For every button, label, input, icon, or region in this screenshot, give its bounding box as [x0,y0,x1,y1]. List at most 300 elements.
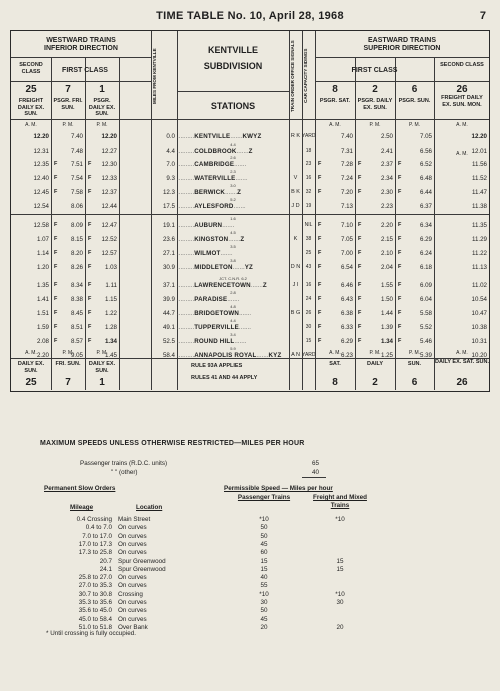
time-e2: 2.50 [380,133,393,140]
time-e8: 7.00 [340,250,353,257]
station-label: LAWRENCETOWN [194,282,251,289]
station-distance: 4.4 [230,142,236,147]
miles-value: 19.1 [162,222,175,229]
timetable-table [10,30,490,392]
flag-stop-marker: F [318,324,322,330]
flag-stop-marker: F [318,264,322,270]
flag-stop-marker: F [54,236,58,242]
car-capacity: 18 [305,148,312,154]
station-name [177,338,287,345]
time-e8: 7.24 [340,175,353,182]
leader-dots: .......... [177,175,195,182]
station-distance: 2.6 [230,155,236,160]
flag-stop-marker: F [318,296,322,302]
flag-stop-marker: F [54,264,58,270]
passenger-speed: *10 [259,516,269,523]
time-e6: 6.04 [419,296,432,303]
flag-stop-marker: F [398,338,402,344]
flag-stop-marker: F [54,175,58,181]
slow-order-mileage: 17.0 to 17.3 [78,540,112,548]
flag-stop-marker: F [358,264,362,270]
flag-stop-marker: F [318,236,322,242]
ampm-w25-bottom: A. M. [25,350,37,356]
foot-label-6: SUN. [407,361,422,367]
leader-dots: .......... [177,324,195,331]
time-e6: 6.09 [419,282,432,289]
time-w7: 8.38 [70,296,83,303]
station-label: WILMOT [194,250,221,257]
flag-stop-marker: F [398,222,402,228]
time-e6: 6.18 [419,264,432,271]
leader-dots: ....... [230,133,243,140]
time-w1: 1.34 [104,338,117,345]
leader-dots: .......... [177,161,195,168]
flag-stop-marker: F [358,236,362,242]
leader-dots: ....... [236,148,249,155]
flag-stop-marker: F [88,189,92,195]
time-w25: 12.31 [33,148,49,155]
time-e6: 5.58 [419,310,432,317]
foot-number-1: 1 [99,377,105,388]
time-e26: 10.47 [471,310,487,317]
time-w25: 1.20 [36,264,49,271]
leader-dots: ....... [238,324,251,331]
station-label: ROUND HILL [194,338,235,345]
car-capacity: 38 [305,236,312,242]
flag-stop-marker: F [358,338,362,344]
flag-stop-marker: F [88,222,92,228]
time-e8: 6.29 [340,338,353,345]
train-number-8: 8 [332,84,338,95]
flag-stop-marker: F [398,250,402,256]
train-type-6: PSGR. SUN. [398,98,431,104]
passenger-speed: 45 [260,615,268,623]
flag-stop-marker: F [398,296,402,302]
ampm-w7-bottom: P. M. [62,350,74,356]
speed-underline [302,477,326,478]
header-divider [11,119,489,120]
flag-stop-marker: F [54,310,58,316]
station-label: WATERVILLE [194,175,236,182]
flag-stop-marker: F [54,161,58,167]
psgr-other-value: 40 [312,469,320,476]
train-number-2: 2 [372,84,378,95]
time-w25: 2.08 [36,338,49,345]
foot-label-2: DAILY [367,361,383,367]
station-name [177,189,287,196]
flag-stop-marker: F [358,250,362,256]
station-suffix: Z [237,189,242,196]
leader-dots: ....... [233,203,246,210]
car-capacity-sidings-label: CAR CAPACITY SIDINGS [303,48,308,104]
time-w7: 8.34 [70,282,83,289]
leader-dots: ....... [234,338,247,345]
station-name [177,324,287,331]
car-capacity: 16 [305,175,312,181]
time-e8: 6.33 [340,324,353,331]
flag-stop-marker: F [398,310,402,316]
station-row [11,260,491,275]
freight-speed: 15 [336,557,344,565]
leader-dots: ....... [225,189,238,196]
miles-value: 44.7 [162,310,175,317]
leader-dots: .......... [177,133,195,140]
psgr-rdc-value: 65 [312,460,320,467]
time-e8: 6.43 [340,296,353,303]
flag-stop-marker: F [88,161,92,167]
freight-speed: 15 [336,565,344,573]
time-e2: 1.34 [380,338,393,345]
time-e8: 7.05 [340,236,353,243]
station-label: COLDBROOK [194,148,237,155]
time-e26: 11.56 [471,161,487,168]
slow-order-mileage: 0.4 Crossing [76,516,112,523]
slow-order-location: On curves [118,549,147,557]
miles-value: 4.4 [166,148,175,155]
passenger-speed: 50 [260,607,268,615]
leader-dots: .......... [177,310,195,317]
slow-order-mileage: 17.3 to 25.8 [78,549,112,557]
rules-41-44: RULES 41 AND 44 APPLY [191,375,258,381]
time-w7: 7.40 [70,133,83,140]
station-distance: 2.8 [230,290,236,295]
flag-stop-marker: F [398,236,402,242]
slow-order-location: On curves [118,582,147,590]
time-w7: 9.05 [70,352,83,359]
time-e2: 1.50 [380,296,393,303]
passenger-speed: 50 [260,524,268,532]
station-name [177,175,287,182]
passenger-speed: 15 [260,557,268,565]
time-e6: 6.56 [419,148,432,155]
time-w7: 8.06 [70,203,83,210]
miles-value: 12.3 [162,189,175,196]
time-w7: 8.26 [70,264,83,271]
flag-stop-marker: F [398,189,402,195]
time-e6: 6.37 [419,203,432,210]
slow-order-mileage: 0.4 to 7.0 [85,524,112,532]
time-e6: 6.44 [419,189,432,196]
time-w7: 8.15 [70,236,83,243]
station-distance: 3.4 [230,332,236,337]
time-e8: 7.31 [340,148,353,155]
car-capacity: NIL [304,222,313,228]
speed-restrictions [40,440,460,637]
slow-order-mileage: 35.6 to 45.0 [78,607,112,615]
station-distance: 4.4 [230,318,236,323]
passenger-speed: 60 [260,549,268,557]
flag-stop-marker: F [398,282,402,288]
freight-speed: *10 [335,590,345,598]
flag-stop-marker: F [358,222,362,228]
station-name [177,222,287,229]
flag-stop-marker: F [398,324,402,330]
flag-stop-marker: F [88,338,92,344]
ampm-e6-top: P. M. [408,122,421,128]
train-type-1: PSGR. DAILY EX. SUN. [88,98,116,117]
time-e2: 2.15 [380,236,393,243]
time-e6: 7.05 [419,133,432,140]
leader-dots: ....... [234,161,247,168]
time-e2: 1.39 [380,324,393,331]
time-w25: 12.35 [33,161,49,168]
station-name [177,203,287,210]
train-type-7: PSGR. FRI. SUN. [53,98,83,111]
time-e6: 6.34 [419,222,432,229]
foot-label-26: DAILY EX. SAT. SUN. [435,359,489,365]
passenger-trains-label: Passenger Trains [237,494,291,501]
slow-order-mileage: 7.0 to 17.0 [82,532,112,540]
flag-stop-marker: F [54,250,58,256]
flag-stop-marker: F [88,296,92,302]
slow-order-location: Over Bank [118,623,148,631]
time-e26: 10.54 [471,296,487,303]
time-w1: 12.27 [101,148,117,155]
time-w25: 12.58 [33,222,49,229]
slow-order-location: On curves [118,540,147,548]
miles-value: 17.5 [162,203,175,210]
passenger-speed: 40 [260,574,268,582]
station-label: KINGSTON [194,236,229,243]
leader-dots: .......... [177,236,195,243]
time-e2: 2.04 [380,264,393,271]
time-e26: 11.38 [471,203,487,210]
slow-order-mileage: 51.0 to 51.8 [78,623,112,631]
time-w7: 8.51 [70,324,83,331]
header-divider [315,81,489,82]
rule-93a: RULE 93A APPLIES [191,363,243,369]
flag-stop-marker: F [318,175,322,181]
time-e8: 6.38 [340,310,353,317]
leader-dots: .......... [177,296,195,303]
ampm-e2-top: P. M. [369,122,381,128]
car-capacity: 25 [305,250,312,256]
slow-order-location: On curves [118,524,147,532]
ampm-e26-bottom: A. M. [456,350,468,356]
miles-value: 52.5 [162,338,175,345]
train-order-signal: J I [292,282,299,288]
page-header [10,10,490,26]
train-type-26: FREIGHT DAILY EX. SUN. MON. [441,95,483,108]
slow-order-mileage: 25.8 to 27.0 [78,574,112,582]
time-w1: 1.15 [104,296,117,303]
foot-number-6: 6 [411,377,418,388]
ampm-e26-top: A. M. [456,122,468,128]
station-suffix: KYZ [268,352,282,359]
train-order-signal: A N [291,352,300,358]
time-e6: 5.39 [419,352,432,359]
leader-dots: .......... [177,189,195,196]
time-e2: 2.30 [380,189,393,196]
leader-dots: .......... [177,264,195,271]
flag-stop-marker: F [318,222,322,228]
train-order-signal: J D [291,203,300,209]
station-label: ANNAPOLIS ROYAL [194,352,257,359]
car-capacity: 32 [305,189,312,195]
time-e26: 12.01 [471,148,487,155]
psgr-other-label: " " (other) [111,469,138,476]
time-w25: 12.54 [33,203,49,210]
time-w25: 12.20 [33,133,49,140]
flag-stop-marker: F [88,175,92,181]
time-e6: 6.29 [419,236,432,243]
station-name [177,310,287,317]
flag-stop-marker: F [318,338,322,344]
station-row [11,199,491,214]
time-w1: 1.11 [105,282,117,289]
station-name [177,282,287,289]
slow-order-mileage: 45.0 to 58.4 [78,615,112,623]
leader-dots: .......... [177,338,195,345]
ampm-e6-bottom: P. M. [408,350,421,356]
time-w1: 1.03 [104,264,117,271]
flag-stop-marker: F [358,161,362,167]
train-type-25: FREIGHT DAILY EX. SUN. [17,98,45,117]
miles-value: 58.4 [162,352,175,359]
miles-value: 30.9 [162,264,175,271]
speeds-title: MAXIMUM SPEEDS UNLESS OTHERWISE RESTRICTED—MILES PER HOUR [40,440,305,447]
time-w1: 12.57 [101,250,117,257]
miles-value: 37.1 [162,282,175,289]
time-w7: 8.45 [70,310,83,317]
flag-stop-marker: F [358,296,362,302]
time-w25: 1.07 [36,236,49,243]
time-e2: 2.37 [380,161,393,168]
train-order-signals-label: TRAIN ORDER OFFICE SIGNALS [290,40,295,112]
time-e8: 6.46 [340,282,353,289]
foot-label-7: FRI. SUN. [55,361,81,367]
time-e8: 6.23 [340,352,353,359]
foot-number-7: 7 [65,377,71,388]
station-suffix: Z [240,236,245,243]
slow-order-mileage: 30.7 to 30.8 [78,590,112,598]
time-w7: 8.57 [70,338,83,345]
freight-mixed-label: Freight and Mixed Trains [313,494,367,509]
foot-label-8: SAT. [329,361,341,367]
passenger-speed: *10 [259,590,269,598]
car-capacity: 16 [305,282,312,288]
time-w1: 12.20 [101,133,117,140]
station-label: BRIDGETOWN [194,310,240,317]
train-number-7: 7 [65,84,71,95]
subdivision-title: KENTVILLE SUBDIVISION [203,45,263,71]
flag-stop-marker: F [398,161,402,167]
leader-dots: ....... [239,310,252,317]
slow-order-location: Crossing [118,590,143,598]
station-distance: 4.8 [230,304,236,309]
leader-dots: .......... [177,352,195,359]
leader-dots: .......... [177,148,195,155]
slow-order-location: On curves [118,607,147,615]
ampm-e8-top: A. M. [329,122,341,128]
leader-dots: ....... [256,352,269,359]
time-e2: 2.23 [380,203,393,210]
westward-first-class-label: FIRST CLASS [62,67,108,74]
station-distance: 3.8 [230,258,236,263]
flag-stop-marker: F [88,310,92,316]
time-w1: 12.47 [101,222,117,229]
time-w25: 1.14 [36,250,49,257]
flag-stop-marker: F [54,189,58,195]
car-capacity: 15 [305,338,312,344]
foot-number-25: 25 [25,377,37,388]
slow-order-location: Spur Greenwood [118,557,166,565]
flag-stop-marker: F [54,296,58,302]
flag-stop-marker: F [88,264,92,270]
train-order-signal: R K [290,133,301,139]
flag-stop-marker: F [358,324,362,330]
page-number: 7 [479,10,486,22]
station-name [177,161,287,168]
slow-order-mileage: 24.1 [99,565,112,573]
header-divider [177,91,289,92]
ampm-w1-bottom: P. M. [96,350,108,356]
time-e26: 11.47 [471,189,487,196]
station-distance: 3.0 [230,183,236,188]
time-e26: 10.20 [471,352,487,359]
foot-label-25: DAILY EX. SUN. [17,361,45,374]
time-e2: 2.41 [380,148,393,155]
car-capacity: 23 [305,161,312,167]
station-distance: 4.5 [230,230,236,235]
time-e26: 11.35 [471,222,487,229]
flag-stop-marker: F [88,324,92,330]
car-capacity: YARD [302,133,316,139]
foot-number-8: 8 [332,377,338,388]
psgr-rdc-label: Passenger trains (R.D.C. units) [80,460,168,467]
train-number-6: 6 [411,84,418,95]
station-name [177,148,287,155]
time-w7: 8.20 [70,250,83,257]
time-w1: 12.37 [101,189,117,196]
time-w1: 1.22 [104,310,117,317]
car-capacity: 19 [305,203,312,209]
time-e26: 12.20 [471,133,487,140]
station-label: BERWICK [194,189,226,196]
leader-dots: ....... [228,236,241,243]
station-distance: 3.5 [230,244,236,249]
train-type-2: PSGR. DAILY EX. SUN. [357,98,393,111]
ampm-e2-bottom: P. M. [369,350,381,356]
miles-value: 49.1 [162,324,175,331]
miles-from-kentville-label: MILES FROM KENTVILLE [152,48,157,104]
time-e26: 11.22 [471,250,487,257]
time-e8: 7.40 [340,133,353,140]
flag-stop-marker: F [54,338,58,344]
passenger-speed: 15 [260,565,268,573]
station-label: PARADISE [194,296,228,303]
time-e26: 10.38 [471,324,487,331]
leader-dots: ....... [250,282,263,289]
train-order-signal: D N [290,264,301,270]
time-e26: 11.13 [471,264,487,271]
ampm-w7-top: P. M. [62,122,74,128]
mileage-label: Mileage [70,504,94,511]
car-capacity: YARD [302,352,316,358]
flag-stop-marker: F [88,250,92,256]
passenger-speed: 30 [260,599,268,606]
miles-value: 39.9 [162,296,175,303]
leader-dots: ....... [220,250,233,257]
time-e26: 11.52 [471,175,487,182]
freight-speed: *10 [335,516,345,523]
header-divider [11,57,151,58]
car-capacity: 24 [305,296,312,302]
station-distance: 5.9 [230,346,236,351]
train-order-signal: B G [290,310,301,316]
car-capacity: 43 [305,264,312,270]
time-w7: 7.51 [70,161,83,168]
